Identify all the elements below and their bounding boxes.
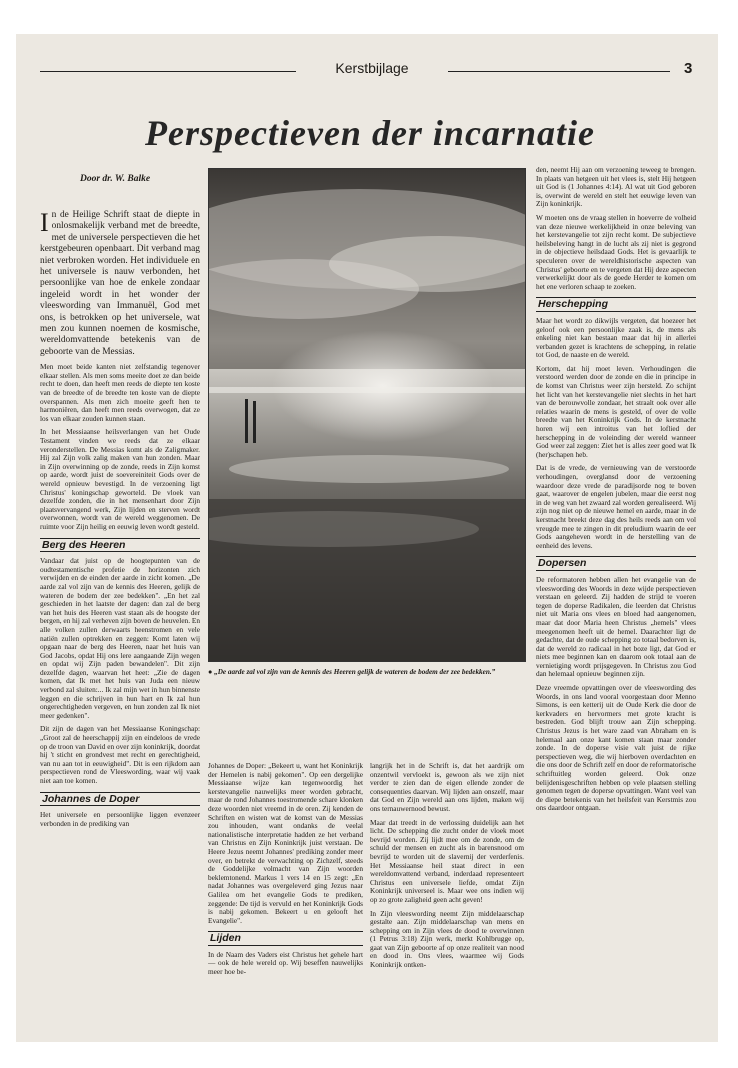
caption-text: De aarde zal vol zijn van de kennis des Heeren gelijk de wateren de bodem der zee bedekken. (217, 668, 492, 676)
subheading-johannes-de-doper: Johannes de Doper (40, 792, 200, 807)
paragraph: Vandaar dat juist op de hoogtepunten van de oudtestamentische profetie de horizonten zich verwijden en de einden der aarde in zicht komen. „De aarde zal vol zijn van de kennis des Heeren, gelijk de wateren de bodem der zee bedekken". „En het zal geschieden in het laatste der dagen: dan zal de berg van het huis des Heeren vast staan als de hoogste der bergen, en hij zal verheven zijn boven de heuvelen. En alle volken zullen derwaarts heenstromen en vele natiën zullen optrekken en zeggen: Komt laten wij opgaan naar de berg des Heeren, naar het huis van God Jacobs, opdat Hij ons lere aangaande Zijn wegen en opdat wij Zijn paden bewandelen". Dit zijn dezelfde dagen, waarvan het heet: „Zie de dagen komen, dat Ik met het huis van Juda een nieuw verbond zal sluiten:... Ik zal mijn wet in hun binnenste leggen en die schrijven in hun hart en Ik zal hun ongerechtigheden vergeven, en hun zonden zal Ik niet meer gedenken". (40, 556, 200, 720)
paragraph: In de Naam des Vaders eist Christus het gehele hart — ook de hele wereld op. Wij beseffen nauwelijks meer hoe be- (208, 949, 363, 977)
photo-sea-sunlight (208, 168, 526, 662)
article-title: Perspectieven der incarnatie (145, 113, 595, 153)
paragraph: den, neemt Hij aan om verzoening teweeg te brengen. In plaats van hetgeen uit het vlees is, stelt Hij hetgeen uit God is (1 Johannes 4:14). Al wat uit God geboren is, overwint de wereld en stelt het eeuwige leven van Zijn koninkrijk. (536, 166, 696, 209)
photo-caption: ● „De aarde zal vol zijn van de kennis des Heeren gelijk de wateren de bodem der zee bedekken.” (208, 668, 496, 676)
paragraph: Kortom, dat hij moet leven. Verhoudingen die verstoord werden door de zonde en die in principe in de komst van Christus weer zijn hersteld. Zo schijnt het licht van het kerstevangelie niet slechts in het hart van de berouwvolle zondaar, het straalt ook over alle relaties waarin de mens is gesteld, of over de volle breedte van het Koninkrijk Gods. In de kerstnacht horen wij een introitus van het loflied der herschepping in de voleinding der wereld wanneer God weer zal zeggen: Ziet het is alles zeer goed wat Ik (her)schapen heb. (536, 363, 696, 459)
paragraph: W moeten ons de vraag stellen in hoeverre de volheid van deze nieuwe werkelijkheid in onze beleving van het kerstevangelie tot zijn recht komt. De subjectieve heilsbeleving hangt in de lucht als zij niet is gegrond in de objectieve heilsdaad Gods. Het is gevaarlijk te speculeren over de wereldhistorische aspecten van Christus' geboorte en te vergeten dat Hij deze aspecten verwerkelijkt door als de goede Herder te komen om het ene verloren schaap te zoeken. (536, 212, 696, 291)
column-3 (370, 762, 524, 1040)
subheading-herschepping: Herschepping (536, 297, 696, 312)
photo-image (209, 169, 525, 661)
subheading-lijden: Lijden (208, 931, 363, 946)
column-2 (208, 762, 363, 1040)
column-1 (40, 210, 200, 1040)
paragraph: Maar dat treedt in de verlossing duidelijk aan het licht. De schepping die zucht onder de vloek moet bevrijd worden. Zij lijdt mee om de zonde, om de schuld der mensen en zucht als in barensnood om bevrijd te worden uit de slavernij der verderfenis. Het Messiaanse heil staat direct in een wereldomvattend verband, inderdaad representeert Christus een universele liefde, omdat Zijn Koninkrijk universeel is. Maar wee ons indien wij op zo grote zaligheid geen acht geven! (370, 817, 524, 904)
intro-paragraph (40, 210, 200, 358)
paragraph: Deze vreemde opvattingen over de vleeswording des Woords, in ons land vooral voorgestaan door Menno Simons, is een ketterij uit de Oude Kerk die door de kerkvaders en hervormers met grote kracht is bestreden. God blijft trouw aan Zijn schepping. Christus Jezus is het ware zaad van Abraham en is helemaal aan onze kant komen staan maar zonder zonde. In de doperse visie valt juist de rijke perspectieven weg, die wij hierboven overdachten en die ons door de Schrift zelf en door de reformatorische schriftuitleg worden geleerd. Ook onze belijdenisgeschriften hebben op vele plaatsen stelling genomen tegen de doperse opvattingen. Want veel van de diepe betekenis van het heilsfeit van Kerstmis zou ons daardoor ontgaan. (536, 683, 696, 813)
paragraph: In Zijn vleeswording neemt Zijn middelaarschap gestalte aan. Zijn middelaarschap van mens en schepping om in Zijn vlees de dood te overwinnen (1 Petrus 3:18) Zijn werk, merkt Kohlbrugge op, gaat van Zijn geboorte af op onze realiteit van nood en dood in. Ons vlees, waarmee wij Gods Koninkrijk ontken- (370, 908, 524, 970)
paragraph: Johannes de Doper: „Bekeert u, want het Koninkrijk der Hemelen is nabij gekomen". Op een dergelijke Messiaanse wijze kan tegenwoordig het kerstevangelie nauwelijks meer worden gebracht, maar de rond Johannes toestromende schare klonken deze woorden niet vreemd in de oren. Zij kenden de Schriften en wisten wat de komst van de Messias zou inhouden, want ondanks de veelal nationalistische interpretatie hadden ze het verband van Christus en Zijn Koninkrijk juist verstaan. De Heere Jezus neemt Johannes' prediking zonder meer over, en betrekt de verwachting op Zichzelf, steeds de Goddelijke volmacht van Zijn woorden beklemtonend. Markus 1 vers 14 en 15 zegt: „En nadat Johannes was overgeleverd ging Jezus naar Galilea om het evangelie Gods te prediken, zeggende: De tijd is vervuld en het Koninkrijk Gods is nabij gekomen. Bekeert u en gelooft het Evangelie". (208, 762, 363, 925)
paragraph: langrijk het in de Schrift is, dat het aardrijk om onzentwil vervloekt is, gewoon als we zijn niet verder te zien dan de eigen ellende zonder de consequenties daarvan. Wij lijden aan onszelf, maar dat God en Zijn wereld aan ons lijden, maken wij ons ternauwernood bewust. (370, 762, 524, 813)
column-4 (536, 166, 696, 1040)
intro-text: n de Heilige Schrift staat de diepte in onlosmakelijk verband met de breedte, met de universele perspectieven die het kerstgebeuren openbaart. Dit verband mag niet verbroken worden. Het individuele en het universele is nauw verbonden, het persoonlijke van hoe de enkele zondaar ingeleid wordt in het wonder der vleeswording van Immanuël, God met ons, is betrokken op het universele, wat men zou kunnen noemen de kosmische, wereldomvattende betekenis van de geboorte van de Messias. (40, 210, 200, 357)
paragraph: De reformatoren hebben allen het evangelie van de vleeswording des Woords in deze wijde perspectieven verstaan en geleerd. Zij hadden de strijd te voeren tegen de doperse Radikalen, die leerden dat Christus niet uit Maria ons vlees en bloed had aangenomen, maar dat door Maria heen Christus „hemels" vlees meegenomen heeft uit de hemel. Daarachter ligt de gedachte, dat de oude schepping zo totaal bedorven is, dat de wereld zo radicaal in het boze ligt, dat God er niets mee beginnen kan en daarom ook totaal aan de vernietiging wordt prijsgegeven. In Christus zou God dan helemaal opnieuw beginnen zijn. (536, 574, 696, 679)
section-title: Kerstbijlage (335, 60, 409, 76)
byline: Door dr. W. Balke (80, 174, 151, 184)
paragraph: Dit zijn de dagen van het Messiaanse Koningschap: „Groot zal de heerschappij zijn en eindeloos de vrede op de troon van David en over zijn koninkrijk, doordat hij 't sticht en grondvest met recht en gerechtigheid, van nu aan tot in eeuwigheid". Dit is een rijkdom aan perspectieven rond de Vleeswording, waar wij vaak niet aan toe komen. (40, 724, 200, 785)
subheading-berg-des-heeren: Berg des Heeren (40, 538, 200, 553)
drop-cap: I (40, 210, 49, 237)
paragraph: Maar het wordt zo dikwijls vergeten, dat hoezeer het geloof ook een persoonlijke zaak is, de mens als enkeling niet kan bestaan maar dat hij in allerlei verbanden gezet is krachtens de schepping, in relatie tot God, de naaste en de wereld. (536, 315, 696, 360)
header-rule-right (448, 71, 670, 72)
page-number: 3 (684, 60, 693, 77)
paragraph: Men moet beide kanten niet zelfstandig tegenover elkaar stellen. Als men soms meeite doet ze dan beide recht te doen, dan heeft men reeds de diepte ten koste van de breedte of de breedte ten koste van de diepte overspannen. Als men zich moeite geeft hen te harmoniëren, dan heeft men reeds overwogen, dat ze los van elkaar zouden kunnen staan. (40, 362, 200, 423)
header-rule-left (40, 71, 296, 72)
subheading-dopersen: Dopersen (536, 556, 696, 571)
paragraph: Dat is de vrede, de vernieuwing van de verstoorde verhoudingen, overglansd door de verzoening waardoor deze vrede de paradijsorde nog te boven gaat, waarover de engelen jubelen, maar die eerst nog in de weg van het zwaard zal worden gerealiseerd. Wij zijn nog niet op de nieuwe hemel en aarde, maar in de kerstnacht breekt deze dag des heils reeds aan om vol vreugde mee te zingen in dit preludium waarin de eer Gods aangeheven wordt in de herstelling van de eenheid des levens. (536, 463, 696, 550)
paragraph: Het universele en persoonlijke liggen evenzeer verbonden in de prediking van (40, 810, 200, 828)
paragraph: In het Messiaanse heilsverlangen van het Oude Testament vinden we reeds dat ze elkaar veronderstellen. De Messias komt als de Zaligmaker. Hij zal Zijn volk zalig maken van hun zonden. Maar in Zijn overwinning op de zonde, reeds in Zijn komst op aarde, wordt juist de soevereiniteit Gods over de wereld opnieuw bevestigd. In de verzoening ligt Christus' koningschap geworteld. De vloek van dezelfde zonden, die in het mensenhart door Zijn plaatsvervangend werk, Zijn lijden en sterven wordt overwonnen, wordt van de wereld weggenomen. De ruimte voor Zijn heilig en eeuwig leven wordt gesteld. (40, 427, 200, 531)
